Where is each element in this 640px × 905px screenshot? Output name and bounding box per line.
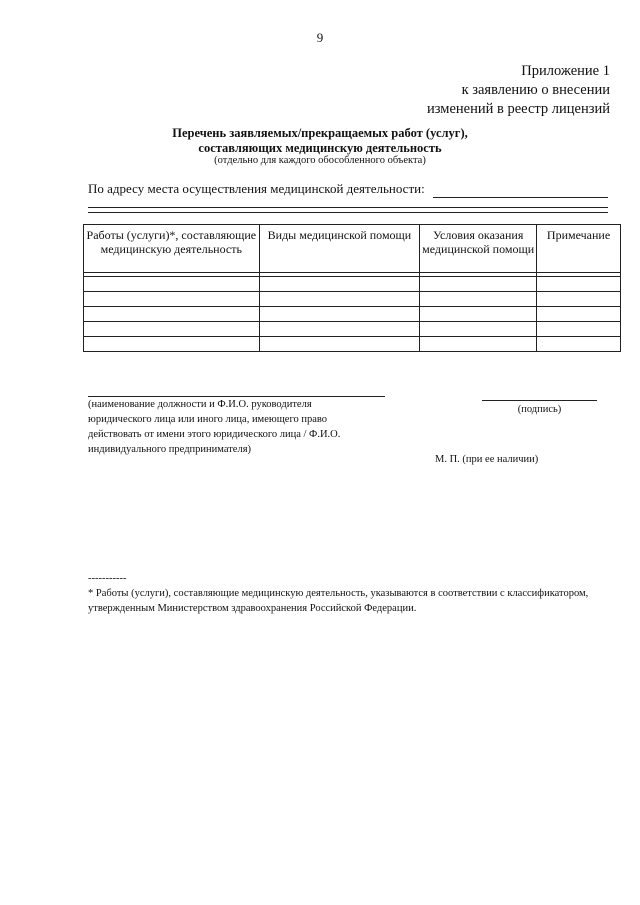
table-row <box>84 322 621 337</box>
address-fill-line <box>433 197 608 198</box>
header-works: Работы (услуги)*, составляющие медицинскую деятельность <box>84 225 260 273</box>
stamp-caption: М. П. (при ее наличии) <box>435 454 539 465</box>
table-header-row <box>84 225 621 273</box>
appendix-line-3: изменений в реестр лицензий <box>427 101 610 117</box>
title-line-1: Перечень заявляемых/прекращаемых работ (услуг), <box>172 126 468 140</box>
table-row <box>84 292 621 307</box>
services-table <box>83 224 621 352</box>
footnote-separator: ----------- <box>88 573 127 584</box>
table-row <box>84 337 621 352</box>
appendix-line-2: к заявлению о внесении <box>461 82 610 98</box>
appendix-line-1: Приложение 1 <box>521 63 610 79</box>
address-label: По адресу места осуществления медицинской деятельности: <box>88 181 425 196</box>
header-care-types: Виды медицинской помощи <box>259 225 420 273</box>
title-note: (отдельно для каждого обособленного объекта) <box>214 155 426 166</box>
page-number: 9 <box>316 30 324 45</box>
name-caption: (наименование должности и Ф.И.О. руководителя юридического лица или иного лица, имеющего право действовать от имени этого юридического лица / Ф.И.О. индивидуального предпринимателя) <box>88 399 341 455</box>
title-line-2: составляющих медицинскую деятельность <box>198 141 442 155</box>
signature-caption: (подпись) <box>517 404 562 415</box>
address-third-line <box>88 212 608 213</box>
header-note: Примечание <box>537 225 621 273</box>
table-row <box>84 307 621 322</box>
table-row <box>84 277 621 292</box>
footnote-text: * Работы (услуги), составляющие медицинскую деятельность, указываются в соответствии с классификатором, утвержденным Министерством здравоохранения Российской Федерации. <box>88 588 589 614</box>
signature-line <box>482 400 597 401</box>
address-second-line <box>88 207 608 208</box>
header-conditions: Условия оказания медицинской помощи <box>420 225 537 273</box>
